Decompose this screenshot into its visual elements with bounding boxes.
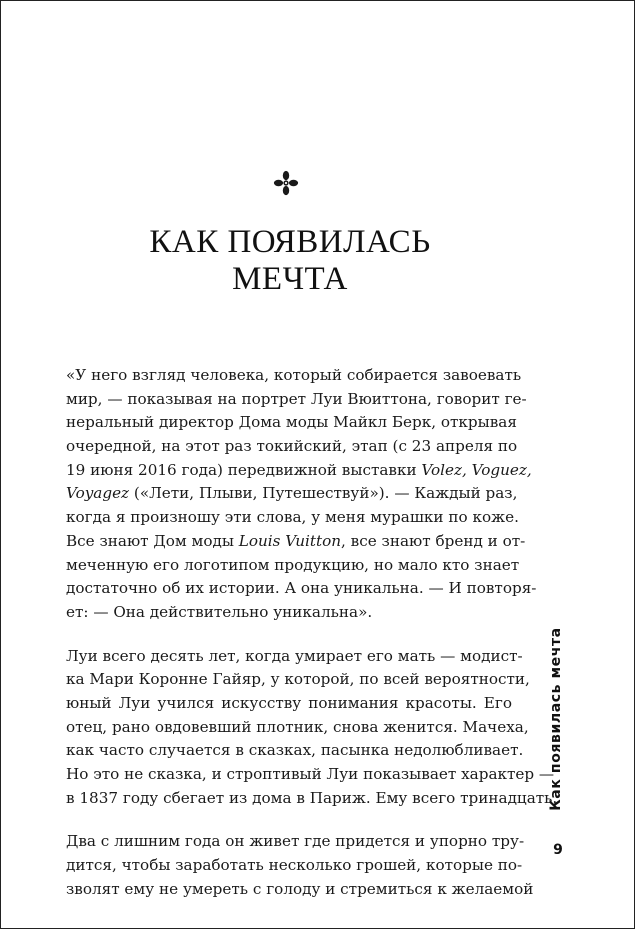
- running-head-text: Как появилась мечта: [548, 626, 564, 811]
- text-line: дится, чтобы заработать несколько грошей, которые по-: [66, 856, 523, 875]
- paragraph-gap: [66, 810, 512, 830]
- chapter-title-line-1: КАК ПОЯВИЛАСЬ: [149, 224, 431, 260]
- paragraph-1: [66, 364, 537, 625]
- text-line: юный Луи учился искусству понимания красоты. Его: [66, 693, 512, 712]
- text-line: Но это не сказка, и строптивый Луи показывает характер —: [66, 765, 555, 783]
- text-line: «У него взгляд человека, который собирается завоевать: [66, 366, 522, 384]
- chapter-title-line-2: МЕЧТА: [232, 261, 348, 297]
- text-line: Два с лишним года он живет где придется и упорно тру-: [66, 832, 525, 851]
- text-line: неральный директор Дома моды Майкл Берк, открывая: [66, 413, 517, 432]
- text-line: в 1837 году сбегает из дома в Париж. Ему всего тринадцать.: [66, 788, 558, 807]
- paragraph-3: [66, 830, 534, 901]
- text-line: Луи всего десять лет, когда умирает его мать — модист-: [66, 646, 523, 665]
- text-line: достаточно об их истории. А она уникальна. — И повторя-: [66, 579, 537, 598]
- running-head: [536, 626, 576, 811]
- quatrefoil-flower-icon: [273, 170, 299, 196]
- text-line: как часто случается в сказках, пасынка недолюбливает.: [66, 741, 524, 760]
- text-line: мир, — показывая на портрет Луи Вюиттона, говорит ге-: [66, 389, 527, 408]
- text-line-italic-exhibition: Voyagez («Лети, Плыви, Путешествуй»). — Каждый раз,: [66, 484, 518, 503]
- text-line-italic-exhibition: 19 июня 2016 года) передвижной выставки Volez, Voguez,: [66, 460, 532, 479]
- text-line: меченную его логотипом продукцию, но мало кто знает: [66, 555, 520, 574]
- text-line: зволят ему не умереть с голоду и стремиться к желаемой: [66, 879, 534, 898]
- page-number: 9: [553, 842, 563, 858]
- text-line: ет: — Она действительно уникальна».: [66, 602, 373, 621]
- text-line-italic-brand: Все знают Дом моды Louis Vuitton, все знают бренд и от-: [66, 531, 526, 550]
- paragraph-gap: [66, 625, 512, 645]
- text-line: отец, рано овдовевший плотник, снова женится. Мачеха,: [66, 717, 529, 736]
- text-line: ка Мари Коронне Гайяр, у которой, по всей вероятности,: [66, 670, 530, 689]
- text-line: очередной, на этот раз токийский, этап (с 23 апреля по: [66, 437, 518, 456]
- chapter-title: [60, 224, 520, 298]
- text-line: когда я произношу эти слова, у меня мурашки по коже.: [66, 508, 519, 527]
